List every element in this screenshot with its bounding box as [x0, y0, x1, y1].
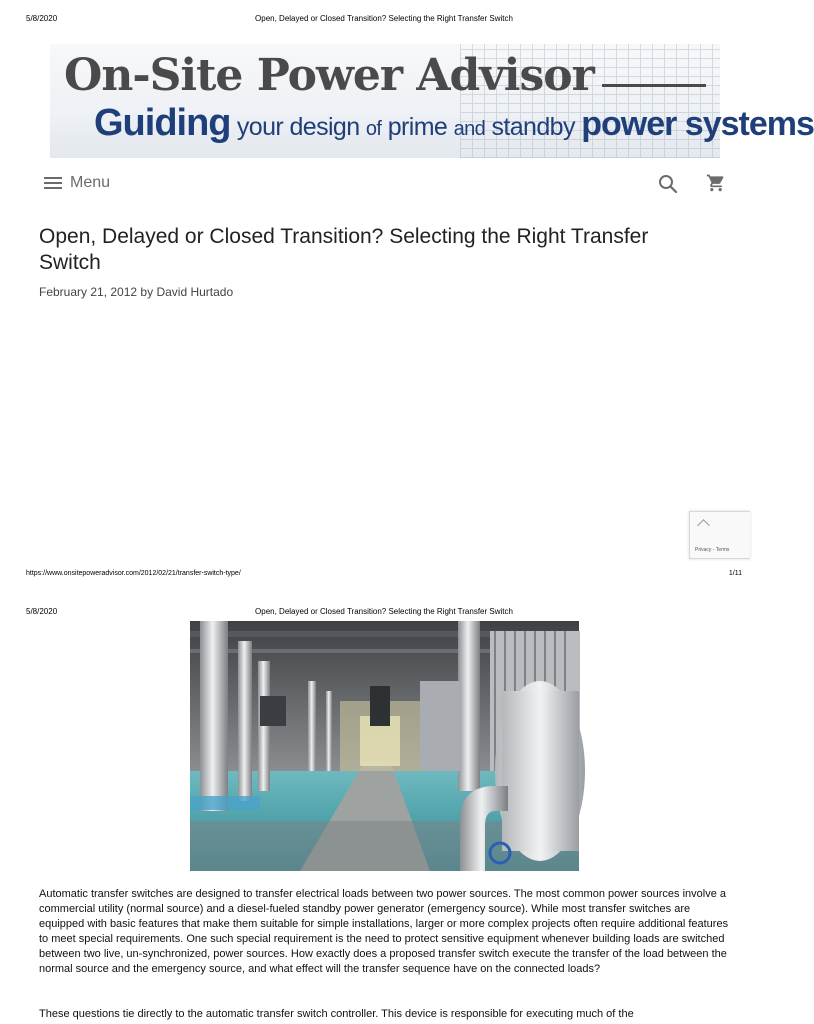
print-header — [0, 14, 768, 28]
print-date: 5/8/2020 — [26, 607, 58, 616]
site-banner-logo[interactable] — [50, 44, 814, 158]
cart-icon — [706, 180, 726, 197]
recaptcha-badge[interactable] — [689, 511, 750, 559]
author-link[interactable]: David Hurtado — [156, 285, 234, 299]
print-footer — [0, 570, 768, 582]
print-footer-url: https://www.onsitepoweradvisor.com/2012/02/21/transfer-switch-type/ — [26, 570, 241, 577]
recaptcha-privacy-terms[interactable]: Privacy - Terms — [695, 547, 730, 553]
article-meta — [39, 285, 233, 299]
article-paragraph-1: Automatic transfer switches are designed to transfer electrical loads between two power sources. The most common power sources involve a commercial utility (normal source) and a diesel-fueled standby power generator (emergency source). While most transfer switches are equipped with basic features that make them suitable for simple installations, larger or more complex projects often require additional features to meet special requirements. One such special requirement is the need to protect sensitive equipment whenever building loads are switched between two live, un-synchronized, power sources. How exactly does a proposed transfer switch execute the transfer of the load between the normal source and the emergency source, and what effect will the transfer sequence have on the connected loads? — [39, 888, 729, 975]
site-tagline: Guiding your design of prime and standby power systems — [94, 102, 814, 144]
brand-rule — [602, 84, 706, 87]
hamburger-icon — [44, 176, 62, 190]
main-navigation — [40, 170, 730, 200]
article-date-link[interactable]: February 21, 2012 — [39, 285, 138, 299]
article-title: Open, Delayed or Closed Transition? Selecting the Right Transfer Switch — [39, 225, 649, 274]
search-icon — [658, 181, 678, 198]
print-date: 5/8/2020 — [26, 14, 58, 23]
article-photo-pump-room — [190, 621, 579, 871]
article-paragraph-2: These questions tie directly to the automatic transfer switch controller. This device is responsible for executing much of the — [39, 1008, 634, 1020]
recaptcha-logo-icon — [697, 519, 710, 532]
search-button[interactable] — [658, 174, 678, 199]
print-title: Open, Delayed or Closed Transition? Selecting the Right Transfer Switch — [255, 607, 513, 616]
menu-toggle-button[interactable] — [44, 174, 110, 192]
print-title: Open, Delayed or Closed Transition? Selecting the Right Transfer Switch — [255, 14, 513, 23]
site-brand-name: On-Site Power Advisor — [64, 50, 594, 101]
menu-label: Menu — [70, 174, 111, 191]
byline-by: by — [140, 285, 154, 299]
cart-button[interactable] — [706, 173, 726, 198]
print-page-number: 1/11 — [728, 570, 742, 577]
print-header-page-2 — [0, 607, 768, 621]
